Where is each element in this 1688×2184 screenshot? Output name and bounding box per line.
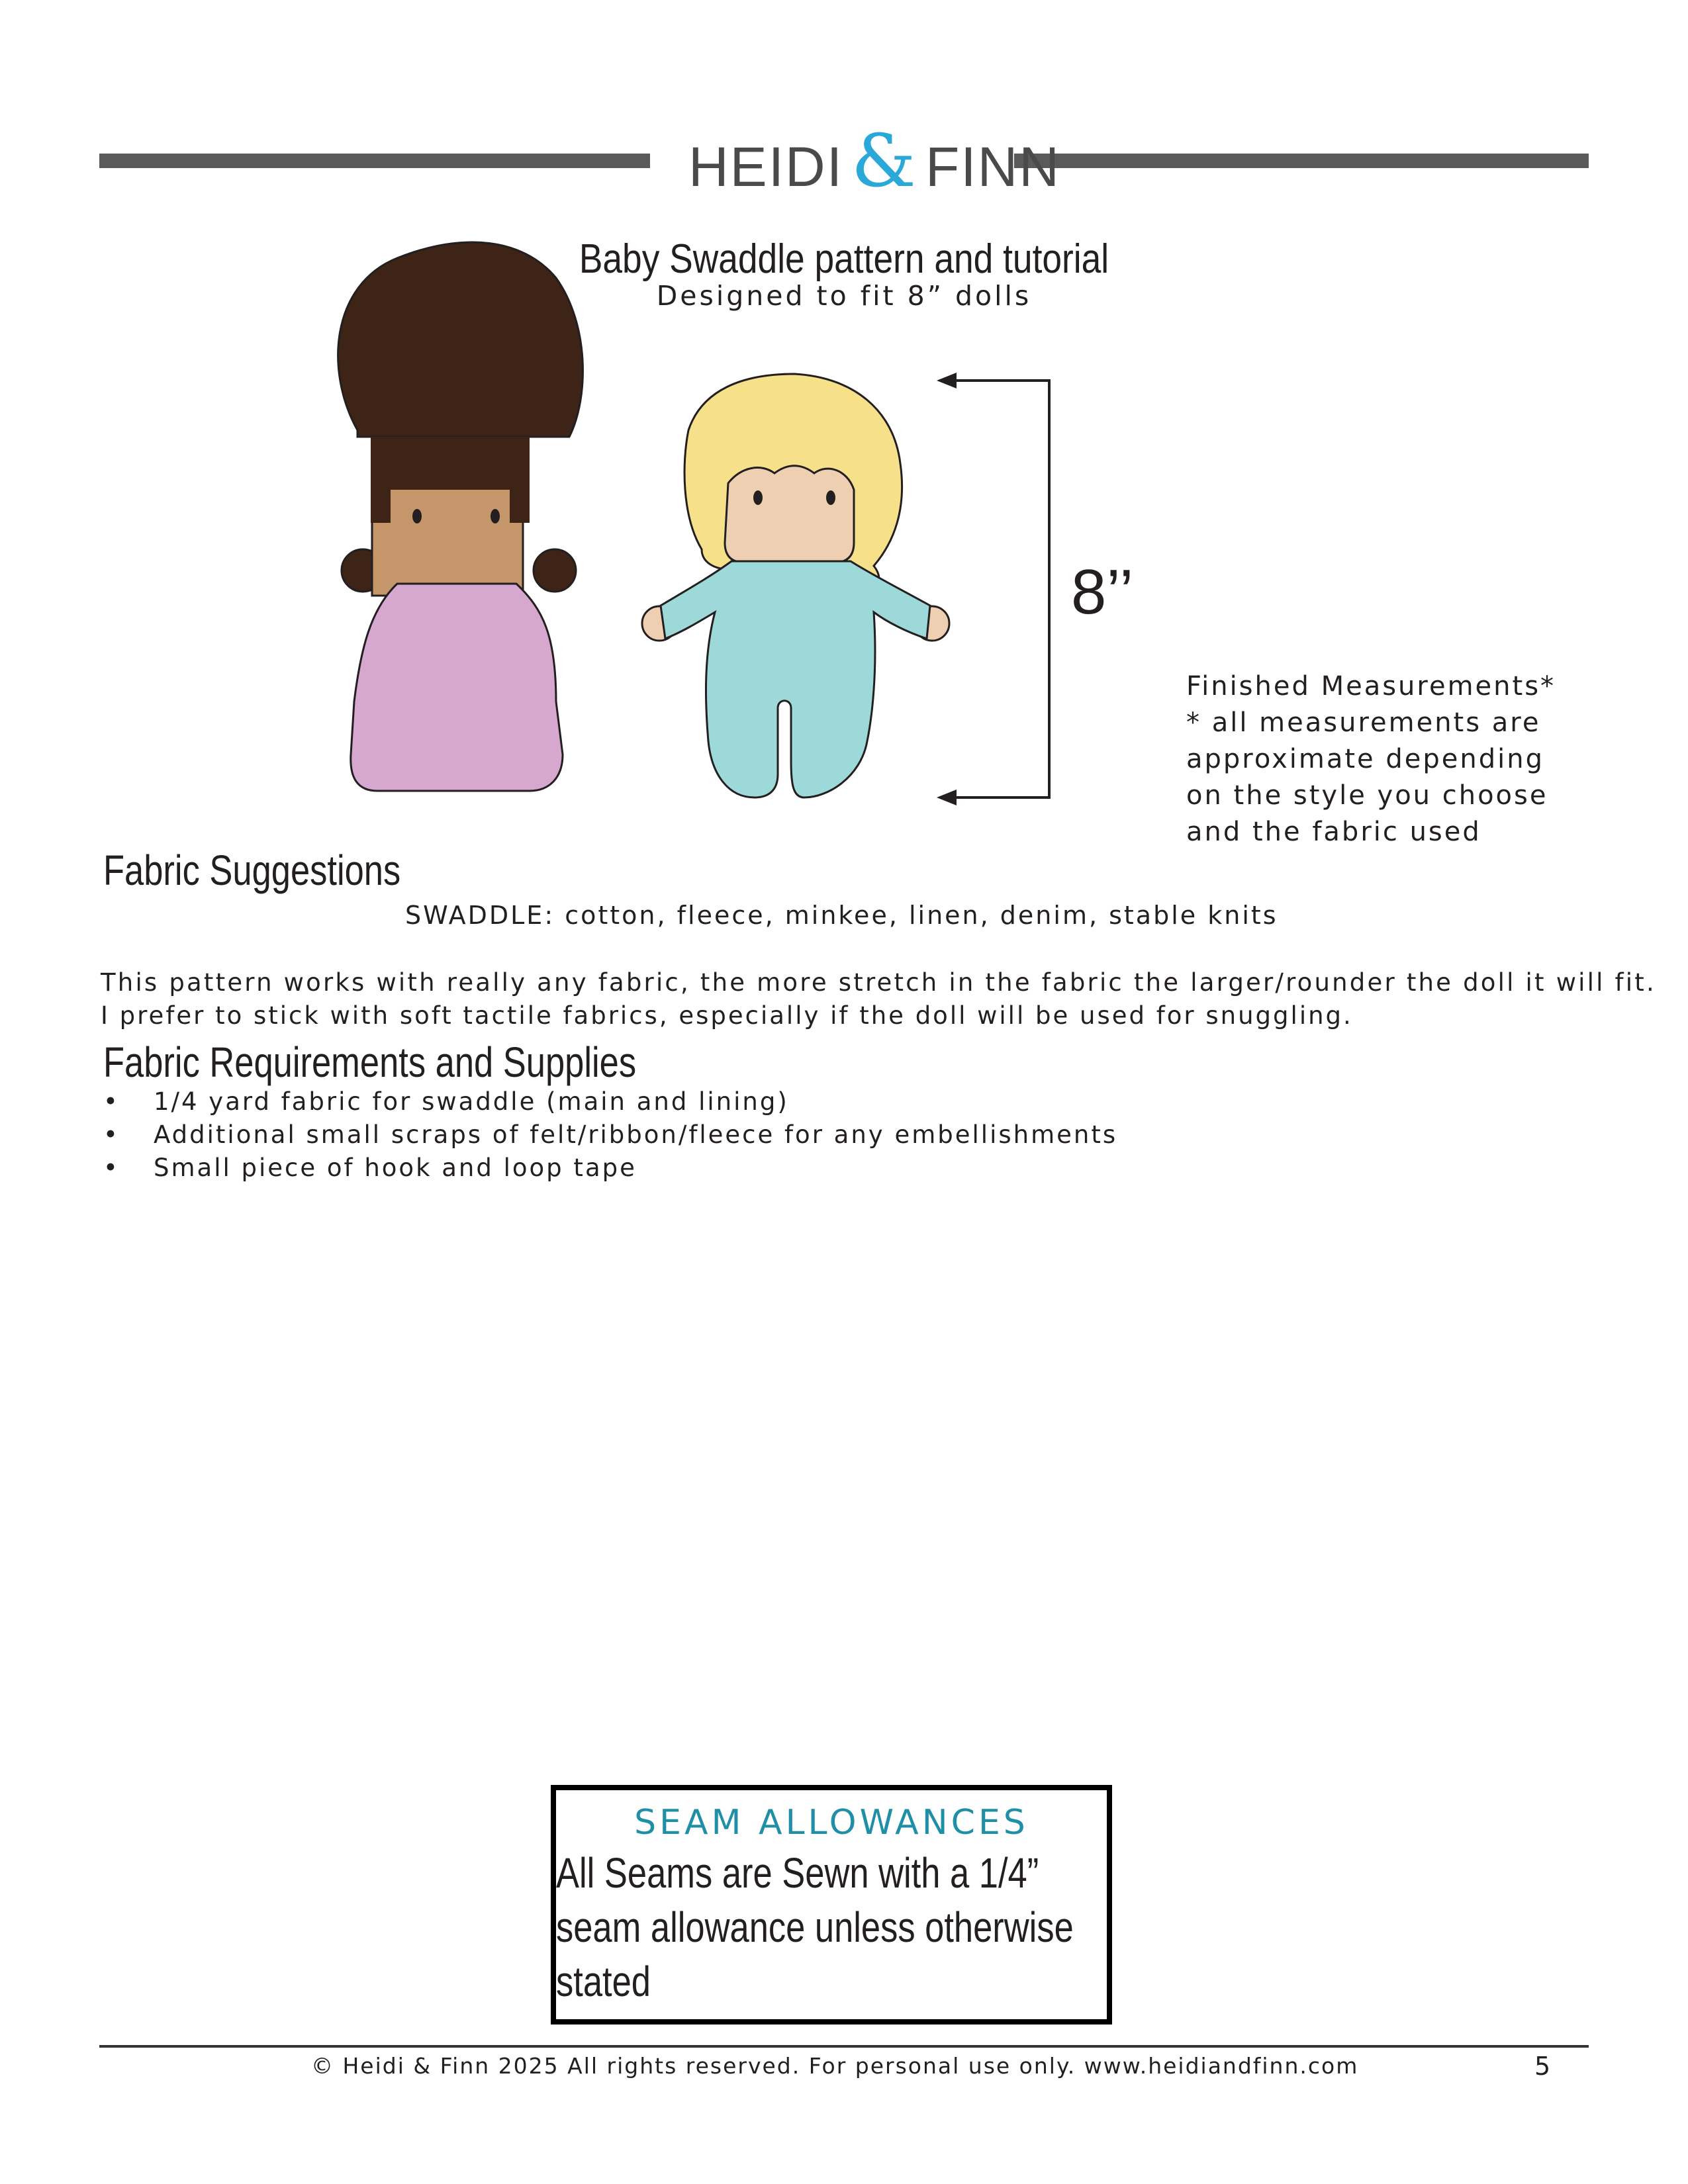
doll-eye-right xyxy=(491,509,500,523)
measurements-note-line: * all measurements are xyxy=(1186,707,1541,738)
sleeper-eye-left xyxy=(753,490,763,505)
bullet-icon: • xyxy=(103,1120,120,1149)
bullet-icon: • xyxy=(103,1087,120,1116)
doll-eye-left xyxy=(412,509,422,523)
height-arrow-bottom xyxy=(937,790,957,805)
bullet-icon: • xyxy=(103,1154,120,1182)
seam-text-line: All Seams are Sewn with a 1/4” xyxy=(556,1849,1039,1897)
seam-allowances-text xyxy=(556,1846,1077,2009)
logo-ampersand: & xyxy=(851,118,917,203)
sleeper-doll-illustration xyxy=(642,374,949,797)
measurements-note-line: and the fabric used xyxy=(1186,817,1481,847)
footer-copyright: © Heidi & Finn 2025 All rights reserved. For personal use only. www.heidiandfinn.com xyxy=(311,2053,1359,2079)
page-number: 5 xyxy=(1534,2052,1551,2081)
fabric-note-line-2: I prefer to stick with soft tactile fabrics, especially if the doll will be used for snuggling. xyxy=(101,1001,1353,1030)
requirements-heading: Fabric Requirements and Supplies xyxy=(103,1038,637,1086)
list-item-text: Small piece of hook and loop tape xyxy=(154,1154,637,1182)
sleeper-face xyxy=(725,466,854,563)
list-item xyxy=(103,1085,1117,1118)
seam-text-line: stated xyxy=(556,1958,651,2005)
list-item xyxy=(103,1118,1117,1152)
measurements-note-line: on the style you choose xyxy=(1186,780,1548,811)
brown-hair xyxy=(338,242,583,437)
height-indicator xyxy=(937,373,1051,805)
right-pigtail xyxy=(534,549,576,592)
logo-heidi: HEIDI xyxy=(688,136,844,198)
page-subtitle: Designed to fit 8” dolls xyxy=(656,280,1032,312)
page-title: Baby Swaddle pattern and tutorial xyxy=(579,236,1109,282)
pink-swaddle xyxy=(351,584,563,791)
swaddled-doll-illustration xyxy=(338,242,583,791)
list-item xyxy=(103,1152,1117,1185)
doll-face xyxy=(372,483,523,596)
measurements-note-line: approximate depending xyxy=(1186,744,1544,774)
sleeper-eye-right xyxy=(826,490,835,505)
swaddle-fabric-list: SWADDLE: cotton, fleece, minkee, linen, denim, stable knits xyxy=(405,901,1278,930)
measurements-note xyxy=(1186,668,1556,850)
seam-allowances-title: SEAM ALLOWANCES xyxy=(634,1803,1029,1843)
teal-sleeper xyxy=(661,561,930,797)
requirements-list xyxy=(103,1085,1117,1185)
height-label: 8’’ xyxy=(1071,557,1134,627)
height-arrow-top xyxy=(937,373,957,388)
footer-rule xyxy=(99,2045,1589,2048)
fabric-suggestions-heading: Fabric Suggestions xyxy=(103,846,401,894)
measurements-note-line: Finished Measurements* xyxy=(1186,671,1556,702)
fabric-note-line-1: This pattern works with really any fabric, the more stretch in the fabric the larger/rounder the doll it will fit. xyxy=(101,968,1656,997)
list-item-text: Additional small scraps of felt/ribbon/fleece for any embellishments xyxy=(154,1120,1118,1149)
seam-allowances-box xyxy=(551,1785,1112,2025)
logo-finn: FINN xyxy=(925,136,1060,198)
seam-text-line: seam allowance unless otherwise xyxy=(556,1903,1074,1951)
list-item-text: 1/4 yard fabric for swaddle (main and lining) xyxy=(154,1087,789,1116)
